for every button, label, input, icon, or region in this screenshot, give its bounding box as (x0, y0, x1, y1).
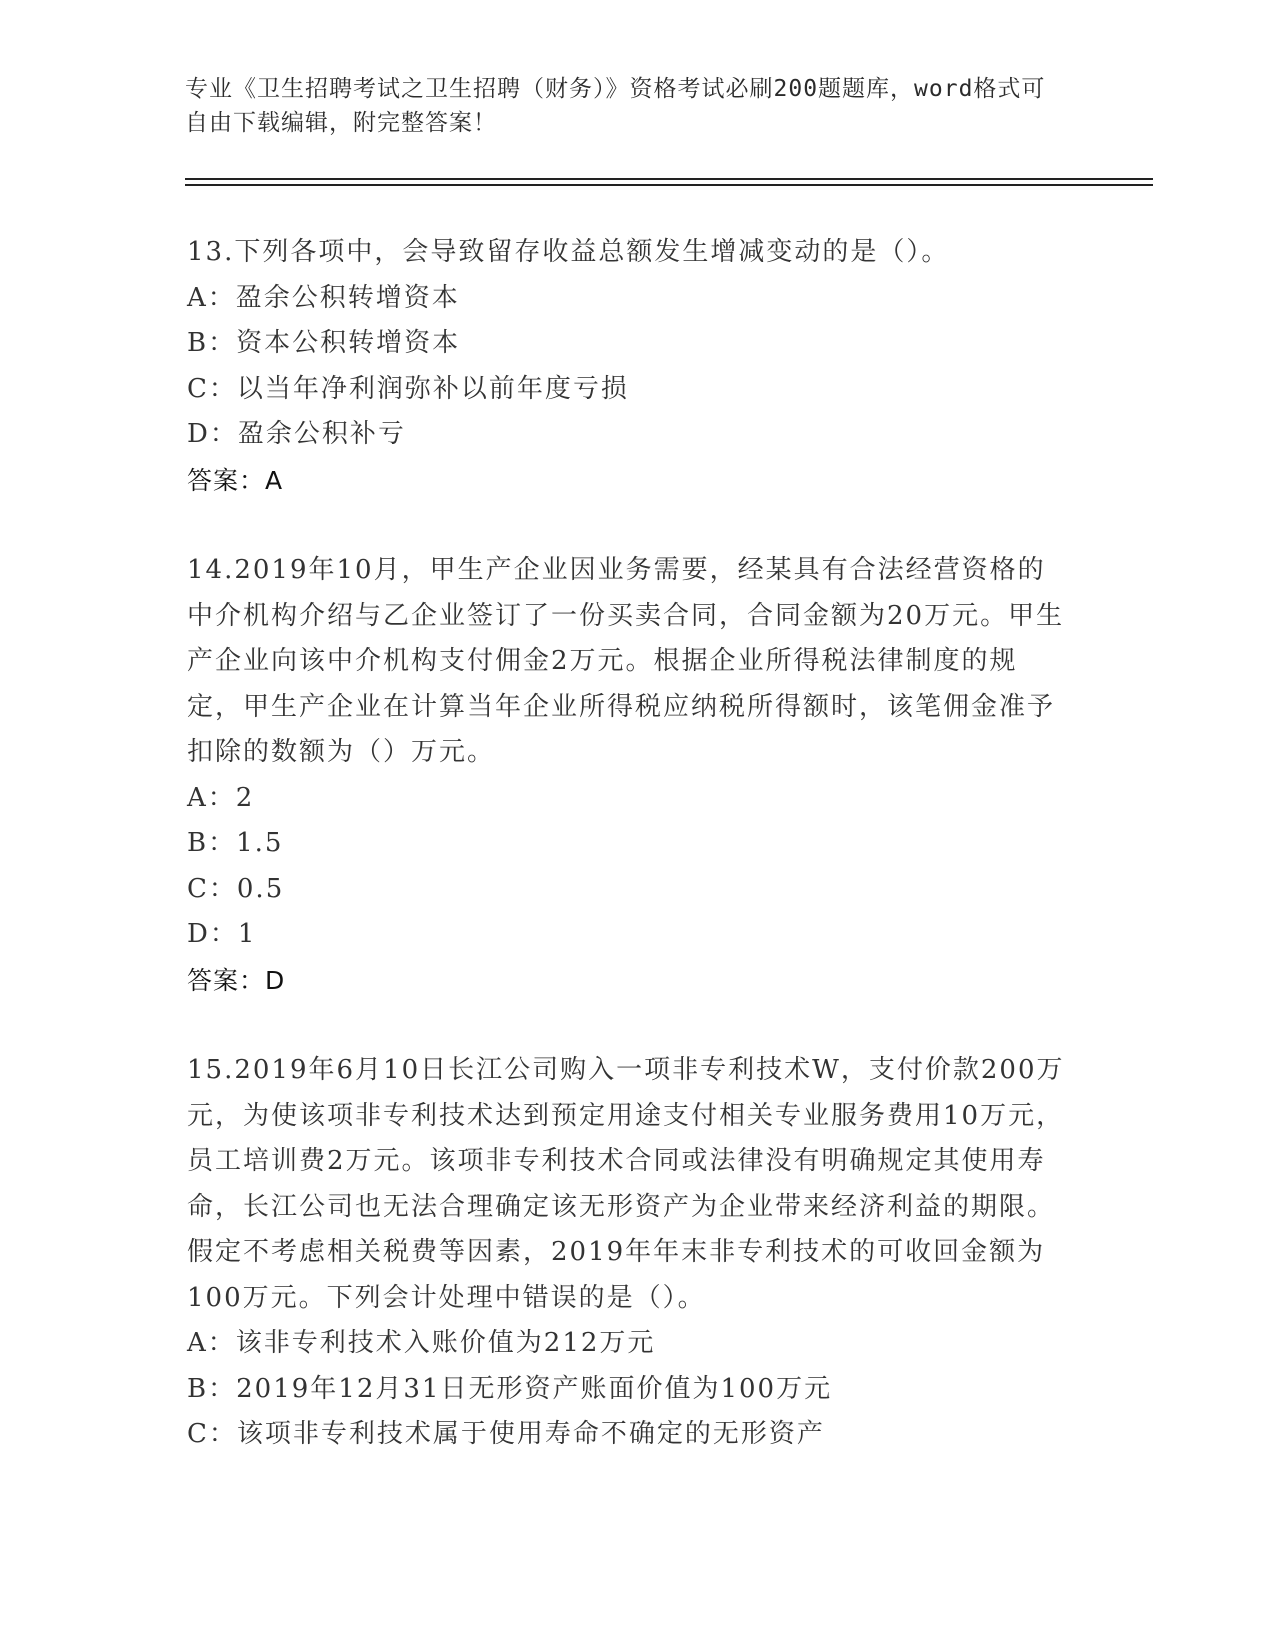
option-a: A：该非专利技术入账价值为212万元 (187, 1328, 656, 1358)
question-15 (187, 1048, 1067, 1458)
question-text: 15.2019年6月10日长江公司购入一项非专利技术W，支付价款200万元，为使该项非专利技术达到预定用途支付相关专业服务费用10万元，员工培训费2万元。该项非专利技术合同或法律没有明确规定其使用寿命，长江公司也无法合理确定该无形资产为企业带来经济利益的期限。假定不考虑相关税费等因素，2019年年末非专利技术的可收回金额为100万元。下列会计处理中错误的是（）。 (187, 1055, 1065, 1313)
answer-label: 答案：D (187, 965, 286, 995)
option-b: B：2019年12月31日无形资产账面价值为100万元 (187, 1373, 833, 1404)
question-text: 14.2019年10月，甲生产企业因业务需要，经某具有合法经营资格的中介机构介绍与乙企业签订了一份买卖合同，合同金额为20万元。甲生产企业向该中介机构支付佣金2万元。根据企业所得税法律制度的规定，甲生产企业在计算当年企业所得税应纳税所得额时，该笔佣金准予扣除的数额为（）万元。 (187, 555, 1065, 767)
answer-label: 答案：A (187, 465, 284, 495)
option-b: B：资本公积转增资本 (187, 328, 461, 358)
document-header: 专业《卫生招聘考试之卫生招聘（财务）》资格考试必刷200题题库，word格式可自由下载编辑，附完整答案！ (185, 76, 1046, 136)
option-c: C：0.5 (187, 873, 285, 904)
header-divider-bottom (185, 184, 1153, 186)
option-a: A：盈余公积转增资本 (187, 282, 460, 313)
question-13 (187, 230, 1067, 503)
option-d: D：1 (187, 919, 257, 949)
question-text: 13.下列各项中，会导致留存收益总额发生增减变动的是（）。 (187, 237, 950, 267)
option-c: C：该项非专利技术属于使用寿命不确定的无形资产 (187, 1419, 825, 1449)
option-d: D：盈余公积补亏 (187, 419, 406, 449)
option-a: A：2 (187, 782, 255, 813)
option-c: C：以当年净利润弥补以前年度亏损 (187, 373, 629, 404)
question-14 (187, 548, 1067, 1003)
header-divider-top (185, 178, 1153, 180)
questions-list (187, 230, 1067, 1503)
option-b: B：1.5 (187, 828, 284, 858)
